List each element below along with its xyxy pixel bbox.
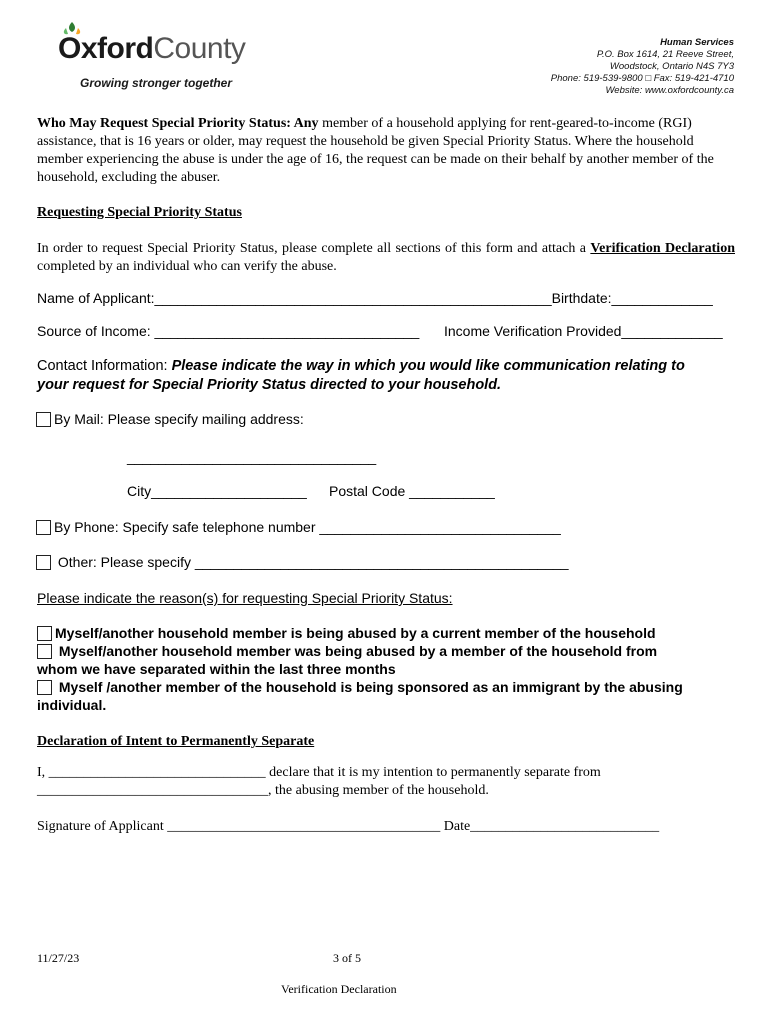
logo-tagline: Growing stronger together [80, 76, 233, 90]
logo-text [58, 32, 245, 66]
intro-lead: Who May Request Special Priority Status: Any [37, 116, 319, 131]
contact-label: Contact Information: [37, 358, 172, 374]
requesting-paragraph [37, 240, 735, 276]
logo-word-oxford: Oxford [58, 32, 154, 65]
reason-2-text-a: Myself/another household member was being abused by a member of the household from [55, 643, 658, 659]
contact-instruction-2: your request for Special Priority Status directed to your household. [37, 377, 502, 393]
applicant-name-field[interactable]: Name of Applicant:___________________________________________________Birthdate:_____________ [37, 290, 713, 306]
declaration-line-2[interactable]: _________________________________, the abusing member of the household. [37, 783, 489, 798]
reason-1 [37, 624, 735, 642]
reason-3 [37, 678, 735, 696]
mailing-address-field[interactable]: ________________________________ [127, 449, 377, 465]
address-line-1: P.O. Box 1614, 21 Reeve Street, [596, 49, 734, 60]
income-verification-field[interactable]: Income Verification Provided_____________ [444, 323, 723, 339]
source-of-income-field[interactable]: Source of Income: __________________________________ [37, 323, 420, 339]
requesting-text-2: completed by an individual who can verify the abuse. [37, 259, 337, 274]
reason-3-text-b: individual. [37, 697, 107, 713]
reason-3-checkbox[interactable] [37, 680, 52, 695]
declaration-line-1[interactable]: I, _______________________________ declare that it is my intention to permanently separate from [37, 765, 601, 780]
by-mail-checkbox[interactable] [36, 412, 51, 427]
address-line-2: Woodstock, Ontario N4S 7Y3 [609, 61, 734, 72]
footer-date: 11/27/23 [37, 951, 80, 965]
reasons-heading: Please indicate the reason(s) for requesting Special Priority Status: [37, 590, 453, 606]
intro-paragraph [37, 115, 735, 187]
footer-page-number: 3 of 5 [333, 951, 361, 965]
department: Human Services [660, 37, 734, 48]
by-phone-label: By Phone: Specify safe telephone number _______________________________ [54, 519, 561, 535]
contact-instruction-1: Please indicate the way in which you would like communication relating to [171, 358, 685, 374]
header-address [474, 37, 734, 97]
reason-2-checkbox[interactable] [37, 644, 52, 659]
phone-fax: Phone: 519-539-9800 □ Fax: 519-421-4710 [550, 73, 734, 84]
logo-word-county: County [153, 32, 246, 65]
reason-1-text: Myself/another household member is being abused by a current member of the household [55, 625, 656, 641]
declaration-heading: Declaration of Intent to Permanently Separate [37, 734, 315, 749]
reason-1-checkbox[interactable] [37, 626, 52, 641]
other-option [36, 554, 569, 570]
postal-code-field[interactable]: Postal Code ___________ [329, 483, 495, 499]
verification-declaration-link: Verification Declaration [590, 241, 735, 256]
reason-2 [37, 642, 735, 660]
city-field[interactable]: City____________________ [127, 483, 307, 499]
other-checkbox[interactable] [36, 555, 51, 570]
requesting-heading: Requesting Special Priority Status [37, 205, 242, 220]
requesting-text-1: In order to request Special Priority Status, please complete all sections of this form and attach a [37, 241, 591, 256]
intro-body: member of a household applying for rent-geared-to-income (RGI) assistance, that is 16 years or older, may request the household be given Special Priority Status. Where the household member experiencing the abuse is under the age of 16, the request can be made on their behalf by another member of the household, excluding the abuser. [37, 116, 714, 185]
by-mail-label: By Mail: Please specify mailing address: [54, 411, 304, 427]
website: Website: www.oxfordcounty.ca [605, 85, 734, 96]
contact-info [37, 357, 737, 395]
footer-title: Verification Declaration [281, 982, 397, 996]
reason-2-text-b: whom we have separated within the last three months [37, 661, 396, 677]
by-mail-option [36, 411, 304, 427]
by-phone-checkbox[interactable] [36, 520, 51, 535]
reasons-list [37, 624, 735, 714]
signature-date-line[interactable]: Signature of Applicant _______________________________________ Date___________________________ [37, 819, 660, 834]
reason-3-text-a: Myself /another member of the household is being sponsored as an immigrant by the abusing [55, 679, 683, 695]
by-phone-option [36, 519, 561, 535]
other-label: Other: Please specify ________________________________________________ [57, 554, 569, 570]
